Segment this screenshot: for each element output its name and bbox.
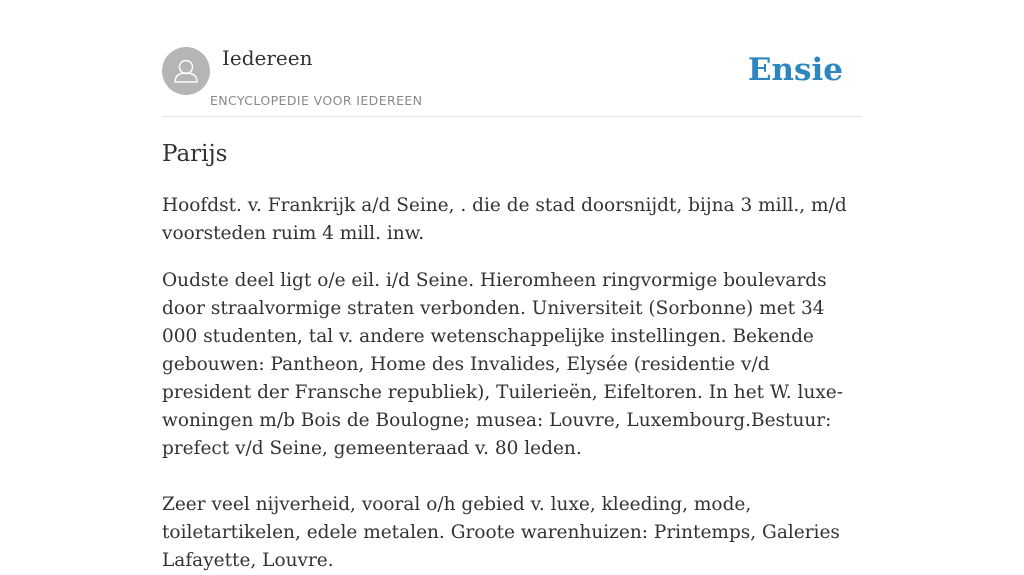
article-paragraph: Oudste deel ligt o/e eil. i/d Seine. Hieromheen ringvormige boulevards door straalvormige straten verbonden. Universiteit (Sorbonne) met 34 000 studenten, tal v. andere wetenschappelijke instellingen. Bekende gebouwen: Pantheon, Home des Invalides, Elysée (residentie v/d president der Fransche republiek), Tuilerieën, Eifeltoren. In het W. luxe-woningen m/b Bois de Boulogne; musea: Louvre, Luxembourg.Bestuur: prefect v/d Seine, gemeenteraad v. 80 leden.	[162, 270, 843, 459]
user-silhouette-icon	[162, 47, 210, 95]
author-name[interactable]: Iedereen	[222, 46, 313, 70]
article-title: Parijs	[162, 141, 228, 167]
author-avatar[interactable]	[162, 47, 210, 95]
article	[162, 138, 862, 575]
article-paragraph: Hoofdst. v. Frankrijk a/d Seine, . die de stad doorsnijdt, bijna 3 mill., m/d voorsteden ruim 4 mill. inw.	[162, 195, 847, 244]
header	[162, 46, 862, 117]
site-tagline: ENCYCLOPEDIE VOOR IEDEREEN	[210, 93, 423, 108]
site-logo[interactable]: Ensie	[747, 52, 843, 88]
article-paragraph: Zeer veel nijverheid, vooral o/h gebied v. luxe, kleeding, mode, toiletartikelen, edele metalen. Groote warenhuizen: Printemps, Galeries Lafayette, Louvre.	[162, 494, 840, 571]
